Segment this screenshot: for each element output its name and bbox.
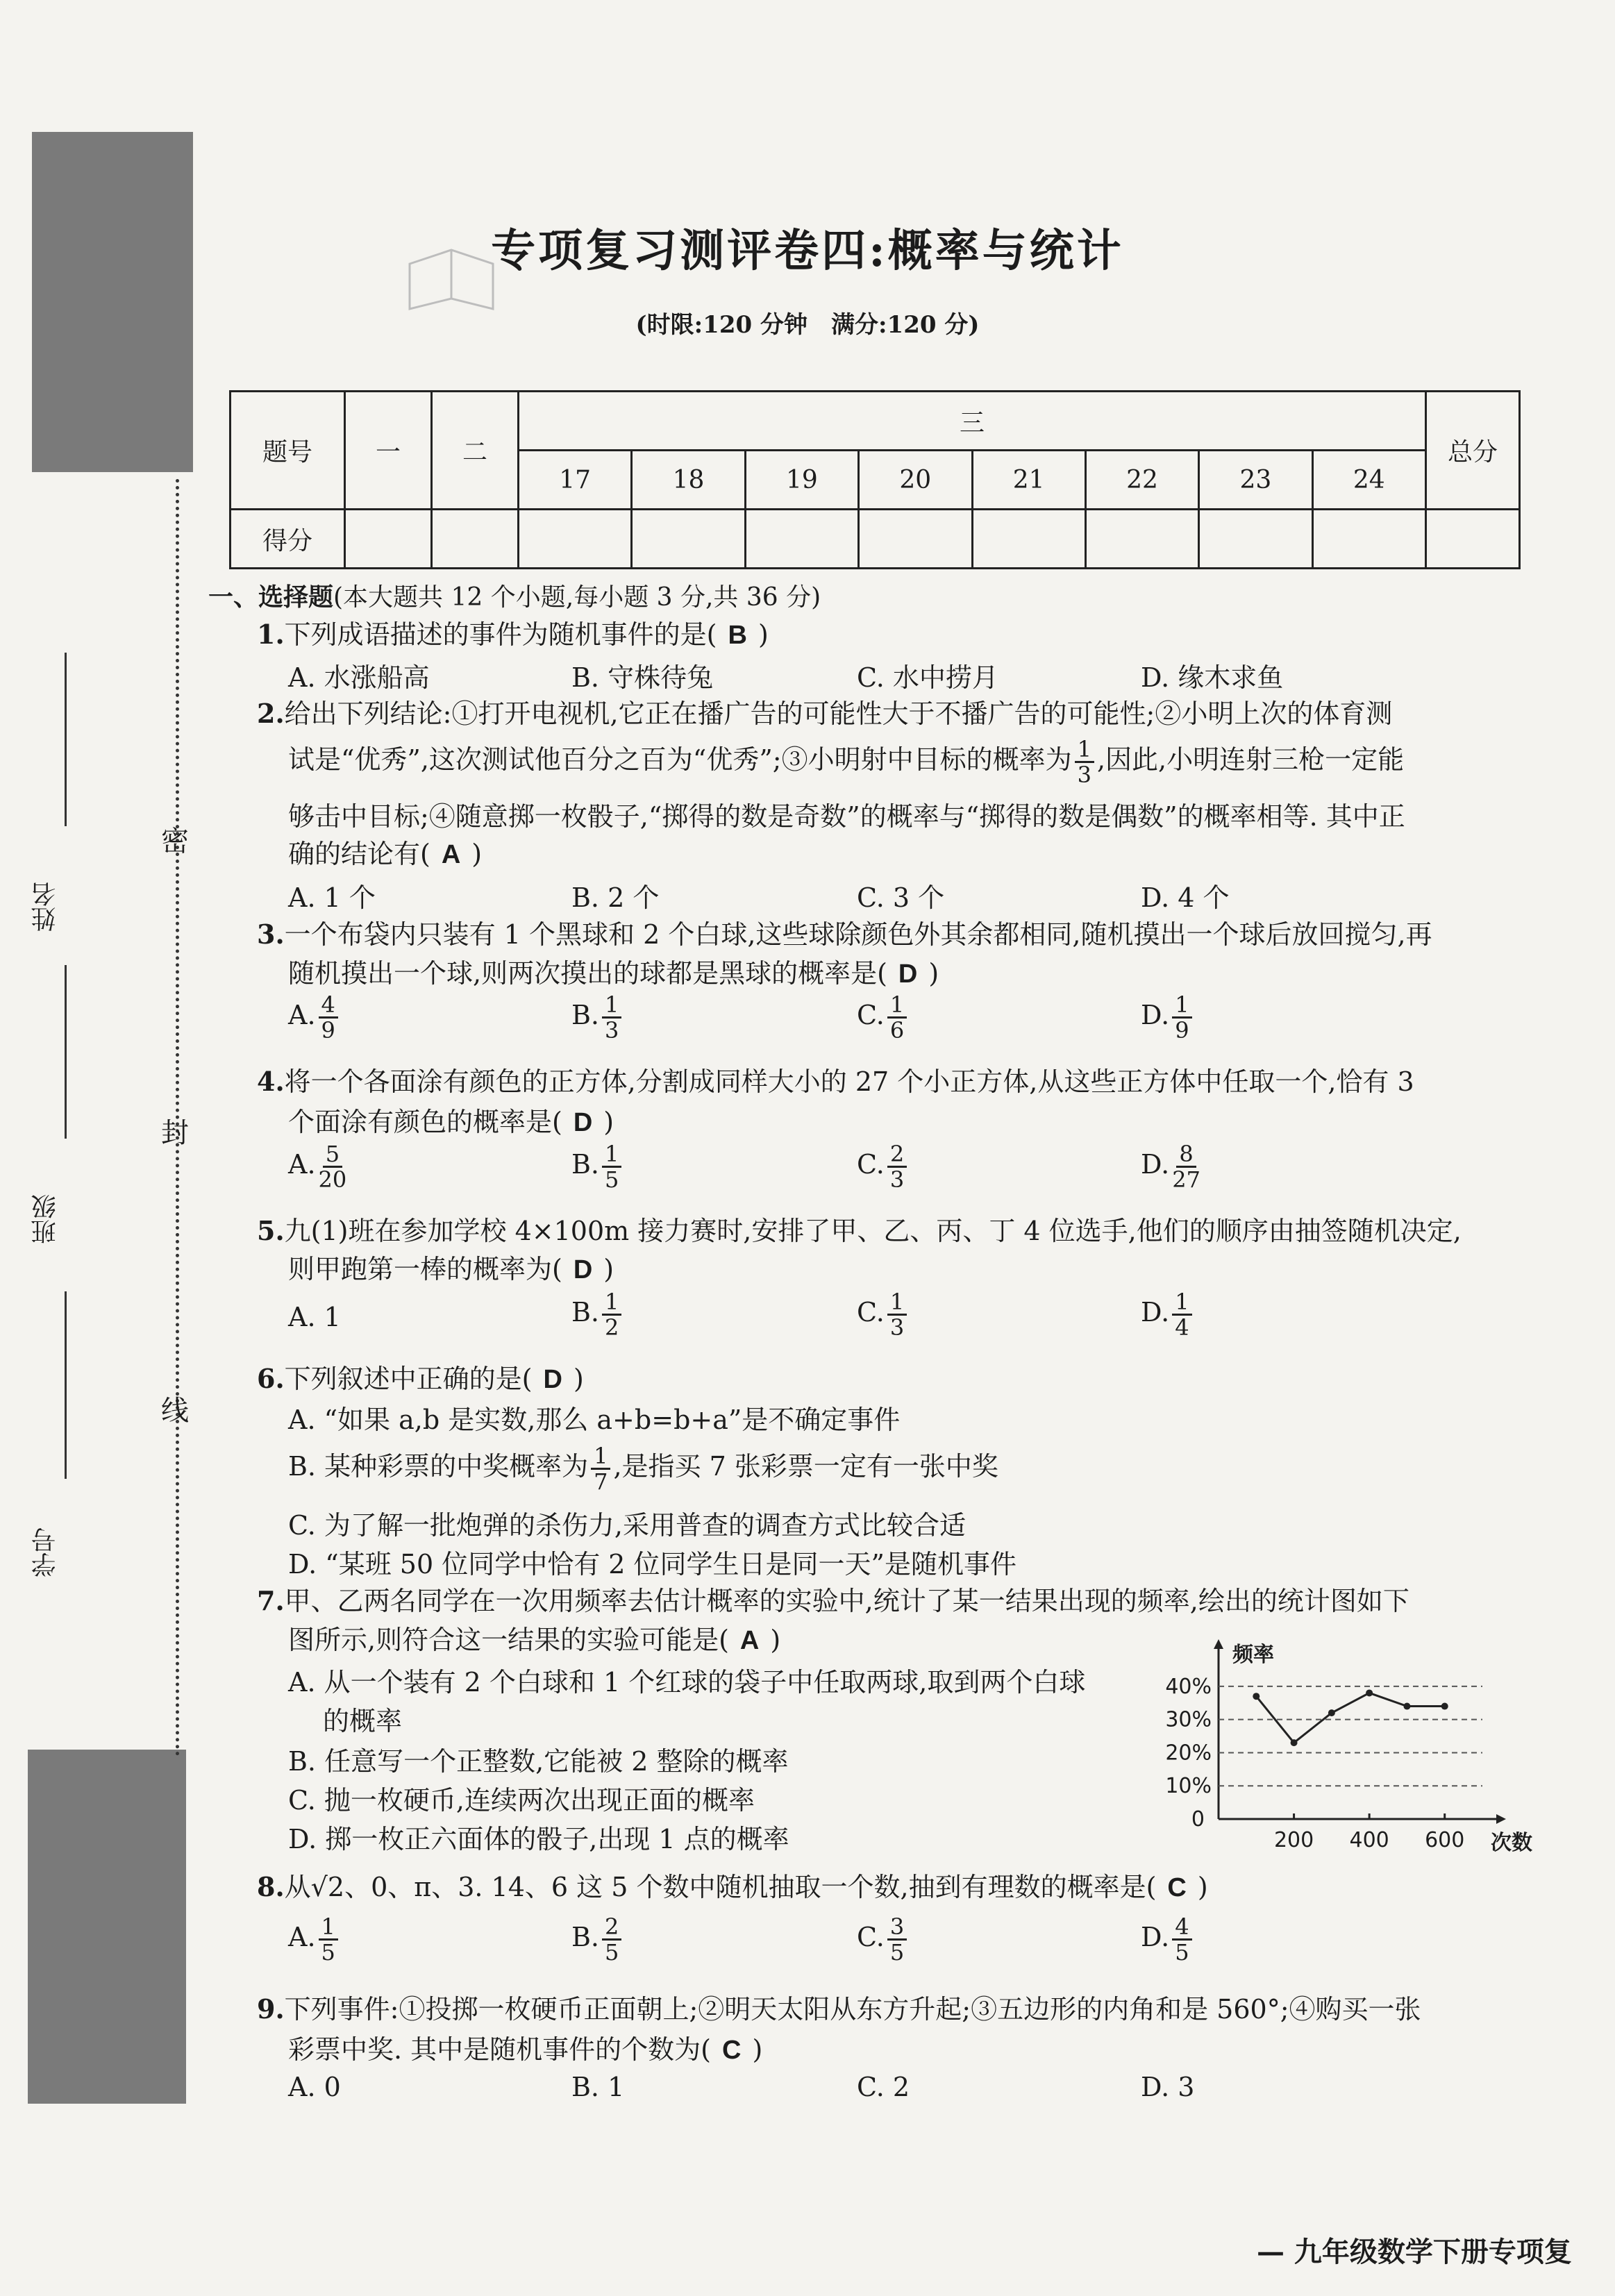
option-a: A. 水涨船高 <box>288 662 430 693</box>
question-line: 彩票中奖. 其中是随机事件的个数为( <box>288 2034 711 2065</box>
option-b <box>288 1444 998 1493</box>
option-d: D. 掷一枚正六面体的骰子,出现 1 点的概率 <box>288 1824 789 1854</box>
subcol-23: 23 <box>1199 451 1312 510</box>
question-9 <box>257 1990 1541 2029</box>
fraction <box>319 993 338 1042</box>
numerator: 1 <box>319 1915 338 1941</box>
bottom-left-gray-block <box>28 1750 186 2104</box>
origin-label: 0 <box>1191 1807 1205 1832</box>
numerator: 1 <box>602 993 621 1019</box>
numerator: 8 <box>1176 1142 1196 1168</box>
option-a <box>288 993 341 1042</box>
option-a: A. “如果 a,b 是实数,那么 a+b=b+a”是不确定事件 <box>288 1405 901 1435</box>
option-d <box>1141 993 1195 1042</box>
question-4-line-2 <box>288 1103 1573 1142</box>
close-paren: ) <box>603 1107 614 1137</box>
option-a: A. 从一个装有 2 个白球和 1 个红球的袋子中任取两球,取到两个白球 <box>288 1667 1086 1698</box>
answer: B <box>728 621 747 650</box>
option-b: B. 守株待兔 <box>571 662 714 693</box>
question-number: 1. <box>257 619 285 650</box>
fraction <box>887 1915 907 1964</box>
section-heading <box>208 578 821 613</box>
close-paren: ) <box>573 1364 584 1394</box>
option-c <box>857 1915 910 1964</box>
score-cell[interactable] <box>1085 510 1198 569</box>
close-paren: ) <box>770 1625 781 1655</box>
score-cell[interactable] <box>432 510 519 569</box>
option-c <box>857 993 910 1042</box>
question-line: 随机摸出一个球,则两次摸出的球都是黑球的概率是( <box>288 958 887 989</box>
page-title: 专项复习测评卷四:概率与统计 <box>491 225 1124 277</box>
id-label: 学号 <box>31 1527 60 1577</box>
question-8 <box>257 1868 1541 1907</box>
question-number: 9. <box>257 1993 285 2025</box>
option-letter: C. <box>857 1149 885 1180</box>
question-stem: 下列成语描述的事件为随机事件的是( <box>284 619 717 650</box>
fraction <box>1075 737 1094 787</box>
option-d: D. “某班 50 位同学中恰有 2 位同学生日是同一天”是随机事件 <box>288 1549 1016 1579</box>
numerator: 1 <box>1172 1290 1191 1316</box>
option-letter: D. <box>1141 1149 1170 1180</box>
question-stem: 从√2、0、π、3. 14、6 这 5 个数中随机抽取一个数,抽到有理数的概率是( <box>284 1872 1157 1902</box>
frequency-line-chart <box>1156 1643 1532 1855</box>
page-footer: — 九年级数学下册专项复 <box>1257 2236 1572 2268</box>
denominator: 7 <box>594 1468 608 1495</box>
question-line: 图所示,则符合这一结果的实验可能是( <box>288 1625 729 1655</box>
subcol-21: 21 <box>972 451 1085 510</box>
numerator: 1 <box>887 993 907 1019</box>
answer: A <box>441 840 461 869</box>
denominator: 9 <box>321 1017 335 1044</box>
close-paren: ) <box>603 1254 614 1284</box>
fraction <box>1172 1915 1191 1964</box>
option-d <box>1141 1915 1195 1964</box>
fraction <box>591 1444 610 1493</box>
option-b: B. 2 个 <box>571 882 660 913</box>
x-tick-label: 200 <box>1273 1828 1314 1852</box>
name-label: 姓名 <box>31 882 60 932</box>
option-c <box>857 1142 910 1191</box>
score-cell[interactable] <box>1199 510 1312 569</box>
question-line: 一个布袋内只装有 1 个黑球和 2 个白球,这些球除颜色外其余都相同,随机摸出一个球后放回搅匀,再 <box>284 919 1432 950</box>
option-c: C. 水中捞月 <box>857 662 998 693</box>
option-a <box>288 1915 341 1964</box>
y-tick-label: 40% <box>1165 1674 1212 1699</box>
numerator: 2 <box>602 1915 621 1941</box>
fraction <box>602 1915 621 1964</box>
score-cell[interactable] <box>745 510 858 569</box>
y-axis-label: 频率 <box>1232 1643 1274 1667</box>
option-d: D. 3 <box>1141 2072 1195 2102</box>
option-text: ,是指买 7 张彩票一定有一张中奖 <box>613 1451 998 1482</box>
question-line: 够击中目标;④随意掷一枚骰子,“掷得的数是奇数”的概率与“掷得的数是偶数”的概率相等. 其中正 <box>288 801 1405 832</box>
y-tick-label: 30% <box>1165 1707 1212 1732</box>
score-cell[interactable] <box>972 510 1085 569</box>
option-letter: B. <box>571 1297 600 1327</box>
option-letter: D. <box>1141 1297 1170 1327</box>
score-cell[interactable] <box>632 510 745 569</box>
subcol-20: 20 <box>859 451 972 510</box>
page-subtitle: (时限:120 分钟 满分:120 分) <box>635 311 980 339</box>
option-a: A. 1 <box>288 1302 341 1332</box>
numerator: 3 <box>887 1915 907 1941</box>
denominator: 20 <box>318 1166 347 1193</box>
question-line: 甲、乙两名同学在一次用频率去估计概率的实验中,统计了某一结果出现的频率,绘出的统计图如下 <box>284 1586 1409 1616</box>
close-paren: ) <box>928 958 939 989</box>
question-1 <box>257 615 1541 655</box>
answer: D <box>573 1108 593 1137</box>
numerator: 1 <box>1075 737 1094 763</box>
close-paren: ) <box>752 2034 763 2065</box>
close-paren: ) <box>758 619 769 650</box>
col-section-2: 二 <box>432 392 519 510</box>
question-5-line-2 <box>288 1250 1573 1289</box>
numerator: 4 <box>319 993 338 1019</box>
option-c: C. 抛一枚硬币,连续两次出现正面的概率 <box>288 1785 755 1816</box>
denominator: 3 <box>889 1314 905 1341</box>
denominator: 3 <box>605 1017 619 1044</box>
option-letter: C. <box>857 1000 885 1030</box>
question-number: 4. <box>257 1066 285 1097</box>
question-line: 下列事件:①投掷一枚硬币正面朝上;②明天太阳从东方升起;③五边形的内角和是 560°;④购买一张 <box>284 1994 1421 2025</box>
answer: D <box>898 960 918 989</box>
option-b <box>571 1142 624 1191</box>
fraction <box>602 993 621 1042</box>
class-underline <box>65 1291 67 1479</box>
row-label-question-number: 题号 <box>231 392 345 510</box>
seal-char-feng: 封 <box>161 1117 189 1149</box>
question-6 <box>257 1359 1541 1399</box>
option-letter: B. <box>571 1922 600 1952</box>
fraction <box>887 1290 907 1339</box>
option-letter: A. <box>288 1922 316 1952</box>
fraction <box>1172 993 1191 1042</box>
question-line: 则甲跑第一棒的概率为( <box>288 1254 562 1284</box>
score-cell[interactable] <box>519 510 632 569</box>
answer: C <box>1167 1873 1187 1902</box>
denominator: 3 <box>1077 762 1091 788</box>
fraction <box>602 1142 621 1191</box>
option-letter: B. <box>571 1149 600 1180</box>
denominator: 5 <box>605 1939 619 1966</box>
question-5 <box>257 1212 1541 1250</box>
question-line: 确的结论有( <box>288 839 430 869</box>
series-line <box>1256 1693 1444 1743</box>
fraction <box>1172 1290 1191 1339</box>
option-b <box>571 1915 624 1964</box>
question-stem: 下列叙述中正确的是( <box>284 1364 533 1394</box>
question-9-line-2 <box>288 2030 1573 2070</box>
numerator: 1 <box>602 1142 621 1168</box>
option-d: D. 4 个 <box>1141 882 1230 913</box>
data-point <box>1291 1739 1298 1746</box>
data-point <box>1253 1693 1260 1700</box>
data-point <box>1441 1703 1448 1710</box>
numerator: 2 <box>887 1142 907 1168</box>
option-b: B. 任意写一个正整数,它能被 2 整除的概率 <box>288 1746 789 1777</box>
y-tick-label: 20% <box>1165 1741 1212 1766</box>
option-d: D. 缘木求鱼 <box>1141 662 1284 693</box>
question-3-line-2 <box>288 954 1573 994</box>
numerator: 1 <box>602 1290 621 1316</box>
top-left-gray-block <box>32 132 193 472</box>
option-c: C. 3 个 <box>857 882 945 913</box>
col-section-1: 一 <box>345 392 432 510</box>
question-number: 8. <box>257 1871 285 1902</box>
option-b <box>571 993 624 1042</box>
question-line: 九(1)班在参加学校 4×100m 接力赛时,安排了甲、乙、丙、丁 4 位选手,他们的顺序由抽签随机决定, <box>284 1216 1462 1246</box>
question-line: 试是“优秀”,这次测试他百分之百为“优秀”;③小明射中目标的概率为 <box>288 744 1072 775</box>
close-paren: ) <box>1197 1872 1208 1902</box>
denominator: 5 <box>1175 1939 1189 1966</box>
option-a-continued: 的概率 <box>323 1706 403 1736</box>
x-axis-arrow <box>1496 1814 1506 1824</box>
fraction <box>887 993 907 1042</box>
option-letter: C. <box>857 1922 885 1952</box>
score-cell[interactable] <box>1312 510 1425 569</box>
option-d <box>1141 1142 1203 1191</box>
close-paren: ) <box>471 839 483 869</box>
question-2-line-3 <box>288 797 1573 836</box>
answer: D <box>573 1255 593 1284</box>
score-cell[interactable] <box>345 510 432 569</box>
denominator: 27 <box>1172 1166 1200 1193</box>
subcol-24: 24 <box>1312 451 1425 510</box>
col-section-3: 三 <box>519 392 1426 451</box>
option-letter: D. <box>1141 1922 1170 1952</box>
option-a: A. 0 <box>288 2072 341 2102</box>
fraction <box>1172 1142 1200 1191</box>
option-text: B. 某种彩票的中奖概率为 <box>288 1451 589 1482</box>
data-point <box>1328 1709 1335 1716</box>
question-line: 个面涂有颜色的概率是( <box>288 1107 562 1137</box>
question-number: 3. <box>257 919 285 950</box>
answer: D <box>543 1365 562 1394</box>
denominator: 3 <box>889 1166 905 1193</box>
numerator: 5 <box>323 1142 342 1168</box>
question-7 <box>257 1582 1541 1620</box>
answer: A <box>739 1626 760 1655</box>
question-number: 2. <box>257 698 285 729</box>
col-total: 总分 <box>1426 392 1520 510</box>
denominator: 4 <box>1175 1314 1189 1341</box>
question-number: 7. <box>257 1585 285 1616</box>
numerator: 1 <box>887 1290 907 1316</box>
question-3 <box>257 915 1541 954</box>
option-d <box>1141 1290 1195 1339</box>
section-note: (本大题共 12 个小题,每小题 3 分,共 36 分) <box>333 583 821 612</box>
option-c: C. 2 <box>857 2072 910 2102</box>
fraction <box>319 1142 347 1191</box>
question-line: ,因此,小明连射三枪一定能 <box>1096 744 1405 775</box>
question-2-line-4 <box>288 835 1573 874</box>
score-cell[interactable] <box>1426 510 1520 569</box>
question-4 <box>257 1062 1541 1101</box>
option-c <box>857 1290 910 1339</box>
name-underline-2 <box>65 965 67 1139</box>
data-point <box>1366 1689 1373 1696</box>
fraction <box>602 1290 621 1339</box>
option-a <box>288 1142 349 1191</box>
row-label-score: 得分 <box>231 510 345 569</box>
score-cell[interactable] <box>859 510 972 569</box>
question-2 <box>257 694 1541 733</box>
seal-char-mi: 密 <box>161 826 189 857</box>
section-title: 一、选择题 <box>208 583 334 612</box>
x-tick-label: 600 <box>1425 1828 1465 1852</box>
denominator: 5 <box>889 1939 905 1966</box>
subcol-19: 19 <box>745 451 858 510</box>
fraction <box>887 1142 907 1191</box>
option-letter: A. <box>288 1000 316 1030</box>
question-line: 给出下列结论:①打开电视机,它正在播广告的可能性大于不播广告的可能性;②小明上次的体育测 <box>284 698 1393 729</box>
x-tick-label: 400 <box>1349 1828 1389 1852</box>
x-axis-label: 次数 <box>1491 1831 1532 1855</box>
answer: C <box>722 2036 742 2065</box>
name-underline <box>65 653 67 826</box>
score-table <box>229 390 1521 569</box>
question-line: 将一个各面涂有颜色的正方体,分割成同样大小的 27 个小正方体,从这些正方体中任取一个,恰有 3 <box>284 1066 1414 1097</box>
data-point <box>1403 1703 1410 1710</box>
option-b: B. 1 <box>571 2072 625 2102</box>
option-a: A. 1 个 <box>288 882 376 913</box>
option-letter: A. <box>288 1149 316 1180</box>
seal-char-xian: 线 <box>161 1395 189 1427</box>
option-letter: B. <box>571 1000 600 1030</box>
denominator: 6 <box>889 1017 905 1044</box>
fraction <box>319 1915 338 1964</box>
subcol-17: 17 <box>519 451 632 510</box>
option-c: C. 为了解一批炮弹的杀伤力,采用普查的调查方式比较合适 <box>288 1510 966 1541</box>
option-b <box>571 1290 624 1339</box>
y-tick-label: 10% <box>1165 1774 1212 1799</box>
subcol-18: 18 <box>632 451 745 510</box>
class-label: 班级 <box>31 1194 60 1244</box>
numerator: 4 <box>1172 1915 1191 1941</box>
subcol-22: 22 <box>1085 451 1198 510</box>
option-letter: C. <box>857 1297 885 1327</box>
question-2-line-2 <box>288 737 1573 787</box>
question-number: 5. <box>257 1215 285 1246</box>
numerator: 1 <box>591 1444 610 1470</box>
numerator: 1 <box>1172 993 1191 1019</box>
denominator: 2 <box>605 1314 619 1341</box>
question-number: 6. <box>257 1363 285 1394</box>
option-letter: D. <box>1141 1000 1170 1030</box>
denominator: 9 <box>1175 1017 1189 1044</box>
denominator: 5 <box>321 1939 335 1966</box>
denominator: 5 <box>605 1166 619 1193</box>
